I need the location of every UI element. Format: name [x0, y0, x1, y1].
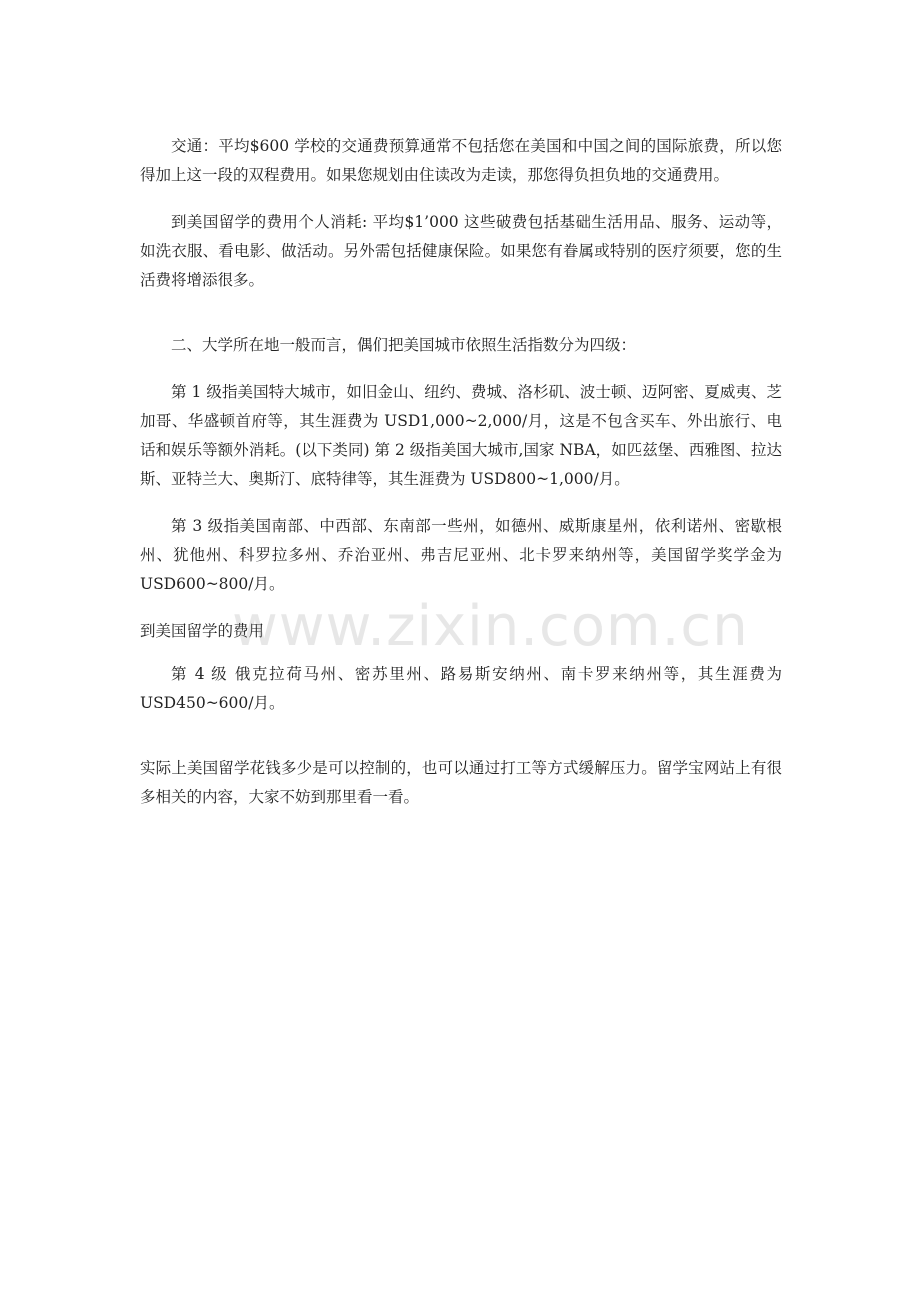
- paragraph-level-4: 第 4 级 俄克拉荷马州、密苏里州、路易斯安纳州、南卡罗来纳州等，其生涯费为 USD450~600/月。: [140, 665, 782, 712]
- document-body: [140, 132, 782, 830]
- paragraph-conclusion: 实际上美国留学花钱多少是可以控制的，也可以通过打工等方式缓解压力。留学宝网站上有很多相关的内容，大家不妨到那里看一看。: [140, 759, 782, 806]
- watermark-text: www.zixin.com.cn: [232, 594, 749, 659]
- paragraph-levels-1-2: 第 1 级指美国特大城市，如旧金山、纽约、费城、洛杉矶、波士顿、迈阿密、夏威夷、芝加哥、华盛顿首府等，其生涯费为 USD1,000~2,000/月，这是不包含买车、外出旅行、电话和娱乐等额外消耗。(以下类同) 第 2 级指美国大城市,国家 NBA，如匹兹堡、西雅图、拉达斯、亚特兰大、奥斯汀、底特律等，其生涯费为 USD800~1,000/月。: [140, 383, 782, 488]
- paragraph-level-3: 第 3 级指美国南部、中西部、东南部一些州，如德州、威斯康星州，依利诺州、密歇根州、犹他州、科罗拉多州、乔治亚州、弗吉尼亚州、北卡罗来纳州等，美国留学奖学金为 USD600~800/月。: [140, 517, 782, 593]
- paragraph-personal-expenses: 到美国留学的费用个人消耗: 平均$1’000 这些破费包括基础生活用品、服务、运动等，如洗衣服、看电影、做活动。另外需包括健康保险。如果您有眷属或特别的医疗须要，您的生活费将增添很多。: [140, 213, 782, 289]
- paragraph-transport: 交通：平均$600 学校的交通费预算通常不包括您在美国和中国之间的国际旅费，所以您得加上这一段的双程费用。如果您规划由住读改为走读，那您得负担负地的交通费用。: [140, 137, 782, 184]
- section-heading-location: 二、大学所在地一般而言，偶们把美国城市依照生活指数分为四级：: [171, 336, 637, 354]
- subheading-study-cost: 到美国留学的费用: [140, 622, 265, 640]
